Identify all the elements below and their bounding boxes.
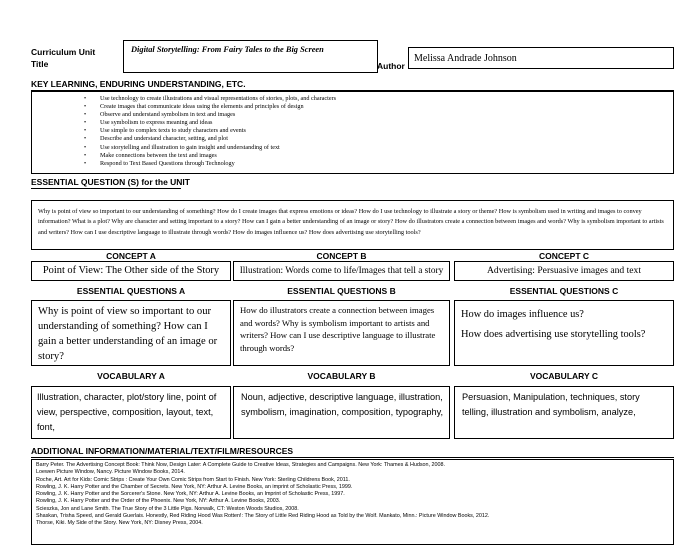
essential-question-rule — [31, 188, 181, 189]
eq-c-label: ESSENTIAL QUESTIONS C — [509, 286, 619, 296]
vocab-a-box — [31, 386, 231, 439]
eq-b-box — [233, 300, 450, 366]
vocab-a-text: Illustration, character, plot/story line, point of view, perspective, composition, layout, text, font, — [37, 392, 217, 432]
key-learning-item: • Observe and understand symbolism in text and images — [84, 111, 673, 119]
vocab-c-text: Persuasion, Manipulation, techniques, story telling, illustration and symbolism, analyze, — [462, 392, 640, 417]
key-learning-list — [84, 95, 673, 168]
vocab-c-label: VOCABULARY C — [529, 371, 598, 381]
concept-b-label: CONCEPT B — [316, 251, 367, 261]
essential-question-text: Why is point of view so important to our understanding of something? How do I create images that express emotions or ideas? How do I use technology to illustrate a story or theme? How is symbolism used in writing and images to convey information? What is a plot? Why are character and setting important to a story? How can I gain a better understanding of an image or story? How do illustrators create a connection between images and words? Why is symbolism important to artists and writers? How can I use descriptive language to illustrate through words? How do images influence us? How does advertising use storytelling tools? — [38, 208, 664, 236]
curriculum-unit-label-line2: Title — [31, 59, 49, 69]
eq-a-label: ESSENTIAL QUESTIONS A — [76, 286, 186, 296]
curriculum-unit-label-line1: Curriculum Unit — [31, 47, 96, 57]
author-label: Author — [377, 61, 405, 71]
resource-item: Scieszka, Jon and Lane Smith. The True Story of the 3 Little Pigs. Norwalk, CT: Weston Woods Studios, 2008. — [36, 505, 299, 512]
vocab-b-label: VOCABULARY B — [307, 371, 376, 381]
resources-heading: ADDITIONAL INFORMATION/MATERIAL/TEXT/FILM/RESOURCES — [31, 446, 294, 456]
key-learning-item: • Use simple to complex texts to study characters and events — [84, 127, 673, 135]
key-learning-item: • Use storytelling and illustration to gain insight and understanding of text — [84, 144, 673, 152]
concept-c-text: Advertising: Persuasive images and text — [486, 265, 641, 276]
concept-a-label: CONCEPT A — [106, 251, 156, 261]
resource-item: Thorse, Kiki. My Side of the Story. New York, NY: Disney Press, 2004. — [36, 520, 203, 527]
eq-a-text: Why is point of view so important to our understanding of something? How can I gain a better understanding of an image or story? — [38, 306, 218, 362]
concept-b-text: Illustration: Words come to life/Images that tell a story — [239, 266, 444, 276]
resource-item: Rowling, J. K. Harry Potter and the Order of the Phoenix. New York, NY: Arthur A. Levine Books, 2003. — [36, 498, 281, 505]
unit-title: Digital Storytelling: From Fairy Tales to the Big Screen — [131, 45, 324, 54]
resource-item: Loewen Picture Window, Nancy. Picture Window Books, 2014. — [36, 469, 185, 476]
eq-b-text: How do illustrators create a connection between images and words? Why is symbolism important to artists and writers? How can I use descriptive language to illustrate through words? — [240, 305, 436, 353]
resources-rule — [31, 457, 674, 458]
key-learning-item: • Create images that communicate ideas using the elements and principles of design — [84, 103, 673, 111]
vocab-a-label: VOCABULARY A — [97, 371, 165, 381]
key-learning-box — [31, 91, 674, 174]
unit-title-box — [123, 40, 378, 73]
essential-question-heading: ESSENTIAL QUESTION (S) for the UNIT — [31, 177, 190, 187]
concept-a-box — [31, 261, 231, 281]
concept-a-text: Point of View: The Other side of the Story — [42, 265, 220, 276]
vocab-b-box — [233, 386, 450, 439]
key-learning-item: • Use technology to create illustrations and visual representations of stories, plots, and characters — [84, 95, 673, 103]
author-name: Melissa Andrade Johnson — [414, 53, 517, 64]
key-learning-item: • Describe and understand character, setting, and plot — [84, 135, 673, 143]
resources-box — [31, 459, 674, 545]
essential-question-box — [31, 200, 674, 250]
concept-b-box — [233, 261, 450, 281]
key-learning-item: • Respond to Text Based Questions through Technology — [84, 160, 673, 168]
eq-c-box — [454, 300, 674, 366]
resource-item: Rowling, J. K. Harry Potter and the Sorcerer's Stone. New York, NY: Arthur A. Levine Books, an Imprint of Scholastic Press, 1997. — [36, 491, 345, 498]
resource-item: Roche, Art. Art for Kids: Comic Strips : Create Your Own Comic Strips from Start to Finish. New York: Sterling Childrens Book, 2011. — [36, 476, 350, 483]
eq-c-text-1: How do images influence us? — [461, 309, 584, 320]
vocab-b-text: Noun, adjective, descriptive language, illustration, symbolism, imagination, composition, typography, — [241, 392, 444, 417]
curriculum-unit-label — [31, 46, 95, 70]
concept-c-label: CONCEPT C — [538, 251, 590, 261]
resource-item: Rowling, J. K. Harry Potter and the Chamber of Secrets. New York, NY: Arthur A. Levine Books, an imprint of Scholastic Press, 1999. — [36, 483, 353, 490]
key-learning-item: • Use symbolism to express meaning and ideas — [84, 119, 673, 127]
author-box — [408, 47, 674, 69]
resource-item: Shaskan, Trisha Speed, and Gerald Guerlais. Honestly, Red Riding Hood Was Rotten!: The Story of Little Red Riding Hood as Told by the Wolf. Mankato, Minn.: Picture Window Books, 2012. — [36, 513, 490, 520]
resource-item: Barry Peter. The Advertising Concept Book: Think Now, Design Later: A Complete Guide to Creative Ideas, Strategies and Campaigns. New York: Thames & Hudson, 2008. — [36, 462, 446, 468]
eq-a-box — [31, 300, 231, 366]
eq-b-label: ESSENTIAL QUESTIONS B — [287, 286, 396, 296]
vocab-c-box — [454, 386, 674, 439]
key-learning-item: • Make connections between the text and images — [84, 152, 673, 160]
key-learning-heading: KEY LEARNING, ENDURING UNDERSTANDING, ETC. — [31, 79, 246, 89]
concept-c-box — [454, 261, 674, 281]
eq-c-text-2: How does advertising use storytelling tools? — [461, 329, 646, 340]
